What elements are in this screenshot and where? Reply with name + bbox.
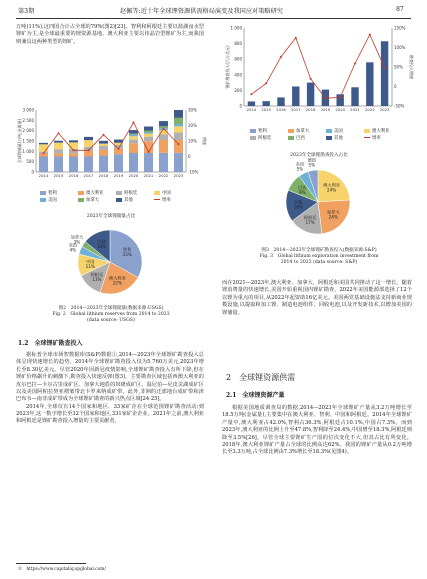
pie-label: 其他: [294, 199, 303, 205]
x-tick-label: 2020: [335, 107, 346, 112]
figure3-caption-cn: 图3 2014—2023年全球锂矿勘查投入(数据来源:S&P): [261, 248, 377, 253]
left-intro-paragraph: 万吨(11%),这四国合计占全球的79%(图2)[23]。智利和阿根廷主要以盐湖卤水型锂矿为主,是全球最重要的锂资源基地。澳大利亚主要以伟晶岩型锂矿为主,而我国则兼具这两种类型的锂矿。: [16, 24, 204, 45]
legend-label: 加拿大: [86, 198, 100, 203]
pie-label: 阿根廷: [303, 215, 317, 221]
x-tick-label: 2022: [364, 107, 375, 112]
bar-segment: [159, 153, 168, 172]
section-1-2-paragraph-2: 2014年,全球仅有14个国家和地区、33家矿企在全球范围锂矿勘查活动;到2023年,这一数字增长至32个国家和地区,331家矿企企业。2021年之前,澳大利亚和阿根廷是锂矿勘查投入增量的主要贡献者,: [16, 403, 204, 425]
bar-segment: [144, 153, 153, 172]
x-tick-label: 2018: [305, 107, 316, 112]
rate-point: [339, 96, 341, 98]
y-tick-label: 2 500: [22, 117, 34, 123]
legend-swatch: [78, 198, 84, 202]
y-tick-label: 800: [234, 41, 242, 47]
bar: [337, 94, 344, 106]
figure2-caption-cn: 图2 2014—2023年全球锂储量(数据来源:USGS): [58, 306, 164, 311]
bar-segment: [129, 130, 138, 134]
x-tick-label: 2021: [350, 107, 360, 112]
exploration-pie-chart: [258, 157, 378, 242]
footnote: ① https://www.capitaliq.spglobal.com/: [18, 567, 106, 572]
pie-value: 22%: [112, 280, 122, 286]
rate-point: [295, 37, 297, 39]
bar-segment: [84, 140, 93, 147]
pie-value: 14%: [96, 244, 107, 250]
pie-value: 3%: [73, 239, 81, 245]
reserves-pie-chart: [50, 222, 170, 302]
legend-label: 澳大利亚: [86, 191, 104, 196]
legend-item: [326, 128, 364, 134]
legend-swatch: [364, 129, 370, 133]
bar-segment: [84, 151, 93, 157]
y-tick-label: 600: [234, 56, 242, 62]
legend-swatch: [250, 129, 256, 133]
left-intro: [16, 24, 204, 46]
x-tick-label: 2015: [53, 173, 64, 178]
legend-label: 其他: [334, 136, 343, 141]
reserves-bar-chart: [14, 106, 208, 188]
bar-segment: [174, 153, 183, 172]
bar: [381, 41, 388, 106]
bar-segment: [129, 135, 138, 137]
bar: [292, 87, 299, 107]
legend-label: 增率: [372, 136, 381, 141]
legend-item: [288, 128, 326, 134]
bar-segment: [174, 110, 183, 118]
section-2-1-paragraph-1: 根据美国地质调查局的数据,2014—2023年全球锂矿产量从3.2万吨增长至18.5万吨(金属量),主要集中在澳大利亚、智利、中国和阿根廷。2014年全球锂矿产量中,澳大利亚占42.0%,智利占36.3%,阿根廷占10.1%,中国占7.3%。而到2023年,澳大利亚的比例上升至47.8%,智利降至24.4%,中国增至18.3%,阿根廷则降至3.5%[26]。尽管全球主要锂矿生产国的位次变化不大,但其占比有所变化。2018年,澳大利亚锂矿产量占全球的比例高达62%。我国的锂矿产量从0.2万吨增长至3.3万吨,占全球比例由7.3%增长至18.3%(见图4)。: [222, 405, 412, 456]
y-tick-label: 200: [234, 87, 242, 93]
y2-tick-label: 0: [188, 154, 191, 159]
reserves-pie-title: 2023年全球锂储量占比: [86, 214, 136, 219]
rate-point: [148, 151, 150, 153]
pie-value: 24%: [326, 187, 337, 193]
legend-item: [288, 135, 326, 141]
figure3-caption-en1: Fig. 3 Global lithium exploration investment from: [259, 254, 379, 260]
legend-item: [364, 135, 402, 141]
y-tick-label: 500: [26, 159, 34, 165]
x-tick-label: 2015: [261, 107, 272, 112]
right-intro: [222, 280, 412, 317]
rate-point: [103, 134, 105, 136]
exploration-legend: [250, 128, 410, 142]
bar: [263, 101, 270, 106]
bar-segment: [159, 140, 168, 153]
bar-segment: [99, 146, 108, 150]
exploration-bar-chart: [222, 22, 418, 122]
pie-label: 美国: [295, 161, 305, 167]
y-tick-label: 1 000: [22, 148, 34, 154]
pie-value: 33%: [122, 251, 132, 257]
bar-segment: [69, 142, 78, 149]
pie-label: 巴西: [298, 184, 307, 190]
x-tick-label: 2021: [143, 173, 154, 178]
figure2-caption-en2: (data source: USGS): [87, 318, 135, 324]
bar-segment: [99, 155, 108, 172]
bar: [248, 101, 255, 106]
legend-label: 美国: [334, 129, 343, 134]
pie-value: 11%: [85, 263, 95, 269]
legend-swatch: [288, 136, 294, 140]
rate-point: [73, 149, 75, 151]
legend-swatch: [326, 136, 332, 140]
legend-item: [40, 190, 78, 196]
figure3-caption: [222, 248, 416, 267]
exploration-pie-title: 2023年全球锂勘查投入占比: [290, 153, 348, 158]
x-tick-label: 2022: [158, 173, 169, 178]
legend-label: 巴西: [296, 136, 305, 141]
bar-segment: [54, 141, 63, 143]
y2-tick-label: 0: [394, 84, 397, 89]
legend-item: [154, 190, 192, 196]
bar: [307, 83, 314, 106]
pie-value: 4%: [69, 247, 77, 253]
legend-swatch: [154, 191, 160, 195]
legend-swatch: [288, 129, 294, 133]
rate-point: [88, 149, 90, 151]
pie-label: 加拿大: [70, 234, 84, 240]
legend-item: [40, 197, 78, 203]
legend-label: 澳大利亚: [372, 129, 390, 134]
footnote-rule: [16, 563, 86, 564]
y-tick-label: 1 500: [22, 138, 34, 144]
legend-swatch: [326, 129, 332, 133]
bar-segment: [114, 140, 123, 143]
pie-value: 9%: [298, 189, 306, 195]
rate-point: [133, 121, 135, 123]
y-tick-label: 3 000: [22, 107, 34, 113]
section-2-1-body: [222, 405, 412, 457]
reserves-legend: [40, 190, 200, 204]
bar-segment: [54, 153, 63, 156]
bar-segment: [99, 144, 108, 146]
bar-segment: [144, 131, 153, 133]
bar-segment: [144, 134, 153, 137]
bar-segment: [129, 134, 138, 135]
bar-segment: [84, 157, 93, 173]
legend-swatch: [78, 191, 84, 195]
bar-segment: [174, 126, 183, 132]
rate-point: [354, 62, 356, 64]
bar-segment: [99, 150, 108, 156]
x-tick-label: 2014: [38, 173, 49, 178]
legend-item: [250, 128, 288, 134]
pie-label: 阿根廷: [90, 271, 104, 277]
legend-label: 加拿大: [296, 129, 310, 134]
legend-item: [250, 135, 288, 141]
bar-segment: [99, 141, 108, 144]
y2-tick-label: 10%: [188, 138, 197, 144]
bar-segment: [39, 157, 48, 173]
bar-segment: [144, 137, 153, 142]
bar-segment: [84, 137, 93, 140]
rate-point: [250, 93, 252, 95]
y2-tick-label: 20%: [188, 123, 197, 128]
y-tick-label: 2 000: [22, 128, 34, 134]
bar-segment: [129, 153, 138, 172]
bar-segment: [39, 143, 48, 144]
pie-value: 17%: [305, 220, 315, 226]
pie-label: 中国: [86, 258, 95, 264]
y2-tick-label: 50%: [394, 64, 403, 70]
x-tick-label: 2023: [379, 107, 390, 112]
bar-segment: [174, 133, 183, 140]
legend-item: [116, 197, 154, 203]
bar-segment: [174, 140, 183, 153]
bar: [366, 62, 373, 106]
running-title: 赵佩等:近十年全球锂资源供需格局演变及我国应对策略研究: [120, 8, 283, 15]
section-2-heading: 2 全球锂资源供需: [226, 373, 296, 382]
section-2-1-heading: 2.1 全球锂资源产量: [226, 392, 285, 399]
x-tick-label: 2017: [83, 173, 94, 178]
x-tick-label: 2016: [68, 173, 79, 178]
rate-point: [310, 78, 312, 80]
y2-tick-label: 100%: [394, 45, 406, 50]
bar-segment: [54, 143, 63, 150]
y-tick-label: 1 000: [230, 25, 242, 31]
x-tick-label: 2019: [113, 173, 124, 178]
legend-swatch: [40, 198, 46, 202]
rate-point: [43, 152, 45, 154]
x-tick-label: 2016: [276, 107, 286, 112]
legend-swatch: [364, 137, 370, 138]
bar-segment: [129, 139, 138, 143]
y2-tick-label: 30%: [188, 107, 197, 113]
y-tick-label: 0: [31, 169, 34, 175]
y2-tick-label: 150%: [394, 25, 406, 31]
rate-point: [369, 34, 371, 36]
legend-label: 中国: [162, 191, 171, 196]
bar-segment: [144, 127, 153, 131]
legend-swatch: [116, 198, 122, 202]
pie-value: 5%: [308, 162, 316, 168]
y2-tick-label: -10%: [188, 169, 199, 175]
rate-point: [178, 143, 180, 145]
legend-swatch: [116, 191, 122, 195]
x-tick-label: 2014: [246, 107, 257, 112]
bar-segment: [54, 149, 63, 153]
y2-axis-label: 增速: [202, 137, 207, 145]
bar-segment: [174, 124, 183, 126]
legend-item: [116, 190, 154, 196]
bar: [277, 97, 284, 106]
legend-label: 阿根廷: [258, 136, 272, 141]
header-rule: [16, 18, 411, 19]
pie-value: 16%: [293, 204, 303, 210]
bar-segment: [174, 118, 183, 124]
figure3-caption-en2: 2014 to 2023 (data source: S&P): [280, 260, 358, 266]
legend-item: [78, 197, 116, 203]
pie-label: 智利: [122, 246, 132, 252]
legend-label: 阿根廷: [124, 191, 138, 196]
legend-label: 智利: [48, 191, 57, 196]
pie-label: 加拿大: [326, 209, 340, 215]
legend-label: 其他: [124, 198, 133, 203]
x-tick-label: 2019: [320, 107, 331, 112]
page-number: 87: [396, 6, 404, 13]
rate-point: [118, 148, 120, 150]
bar-segment: [144, 132, 153, 134]
bar-segment: [159, 121, 168, 126]
bar-segment: [69, 157, 78, 173]
bar-segment: [129, 143, 138, 153]
legend-swatch: [40, 191, 46, 195]
y-axis-label: 全球锂储量(万吨,金属量): [17, 118, 22, 164]
figure2-caption-en1: Fig. 2 Global lithium reserves from 2014 to 2023: [52, 312, 170, 318]
bar-segment: [54, 157, 63, 173]
legend-item: [364, 128, 402, 134]
x-tick-label: 2018: [98, 173, 109, 178]
pie-label: 澳大利亚: [108, 275, 126, 281]
bar-segment: [159, 134, 168, 140]
legend-label: 智利: [258, 129, 267, 134]
x-tick-label: 2020: [128, 173, 139, 178]
rate-line: [44, 122, 179, 153]
pie-label: 德国: [307, 157, 316, 163]
bar-segment: [69, 140, 78, 142]
rate-point: [265, 82, 267, 84]
y-tick-label: 0: [239, 103, 242, 109]
legend-label: 增率: [162, 198, 171, 203]
x-tick-label: 2017: [290, 107, 301, 112]
section-1-2-heading: 1.2 全球锂矿勘查投入: [18, 340, 83, 347]
legend-swatch: [154, 199, 160, 200]
rate-point: [324, 97, 326, 99]
section-1-2-paragraph-1: 据标普全球市场智数据库(S&P)数据①,2014—2023年全球锂矿勘查投入总体呈现快速增长的趋势。2014年全球锂矿勘查投入仅为5 760万美元,2023年增长至8.30亿美元。尽管2020年因新冠疫情影响,全球锂矿勘查投入有所下降,但在锂矿价格飙升的刺激下,勘查投入快速反弹(图3)。主要勘查区域包括西澳大利亚的皮尔巴拉—卡尔古里成矿区、加拿大地盾的奴隆成矿区、温尼伯—尼皮贡湖成矿区以及美国阿帕拉契亚褶皱带北卡罗来纳成矿带。此外,非洲的迁部地台成矿带和津巴布韦—南非成矿带成为全球锂矿勘查的新兴热点区域[24-25]。: [16, 352, 204, 403]
legend-label: 美国: [48, 198, 57, 203]
bar-segment: [69, 153, 78, 156]
bar-segment: [129, 136, 138, 139]
section-1-2-body: [16, 352, 204, 426]
journal-issue: 第3期: [18, 8, 35, 15]
pie-value: 5%: [296, 166, 304, 172]
bar: [351, 87, 358, 106]
y2-tick-label: -50%: [394, 103, 405, 109]
y2-axis-label: 勘查投入增速: [409, 55, 414, 79]
x-tick-label: 2023: [173, 173, 184, 178]
bar-segment: [114, 154, 123, 172]
rate-point: [280, 56, 282, 58]
pie-label: 美国: [68, 242, 78, 248]
y-tick-label: 400: [234, 72, 242, 78]
rate-line: [251, 35, 384, 99]
legend-swatch: [250, 136, 256, 140]
pie-label: 其他: [97, 239, 106, 245]
right-intro-paragraph: 而在2021—2023年,澳大利亚、加拿大、阿根廷和美国共同推动了这一增长。随着锂消费量的快速增长,美国开始重视国内锂矿勘查。2022年美国能源部选择了12个以锂为重点的项目,从2022年起资助16亿美元。美国两党基础设施法支持新商业规模设施,以提取和加工锂、制造电池组件、回收电池,以及开发新技术,以增加美国的锂储量。: [222, 280, 412, 316]
legend-item: [326, 135, 364, 141]
figure2-caption: [14, 306, 208, 325]
rate-point: [163, 128, 165, 130]
legend-item: [78, 190, 116, 196]
bar-segment: [39, 144, 48, 151]
rate-point: [58, 132, 60, 134]
pie-label: 澳大利亚: [323, 182, 340, 188]
pie-value: 24%: [328, 214, 338, 220]
pie-value: 13%: [92, 276, 102, 282]
y-axis-label: 锂矿勘查投入(百万美元): [225, 45, 230, 89]
legend-item: [154, 197, 192, 203]
rate-point: [384, 67, 386, 69]
